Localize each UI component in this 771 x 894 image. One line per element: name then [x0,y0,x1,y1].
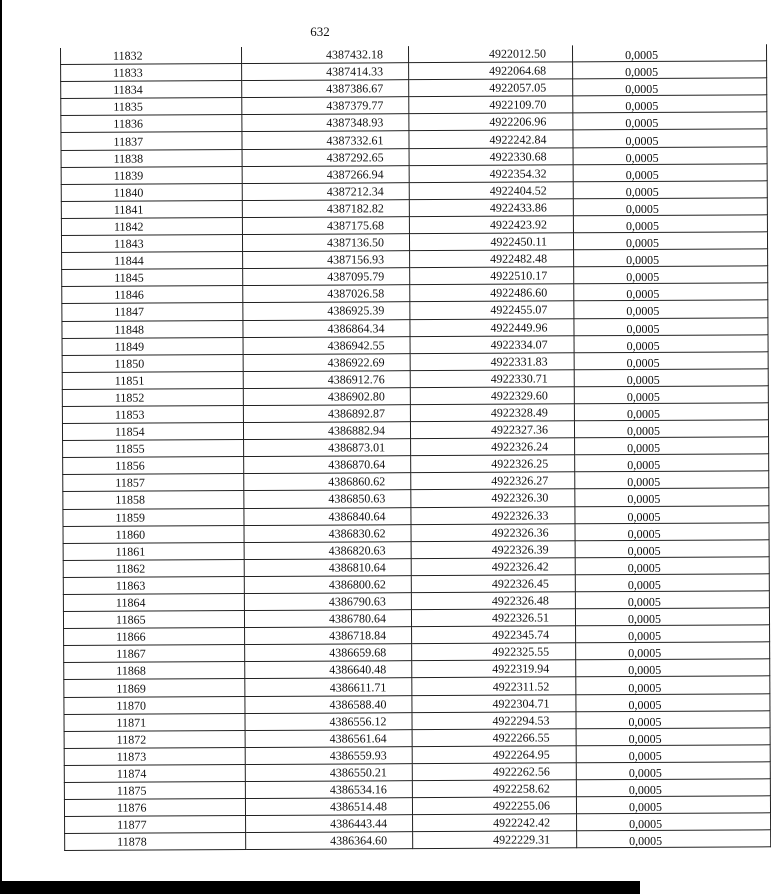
y-coordinate-cell: 4922449.96 [410,318,574,336]
table-row [61,163,767,184]
table-row [62,283,768,304]
point-number-cell: 11838 [61,149,242,167]
x-coordinate-cell: 4386860.62 [244,473,411,491]
table-row [61,232,767,253]
point-number-cell: 11872 [64,730,245,748]
x-coordinate-cell: 4387432.18 [241,46,408,63]
table-row [63,557,769,578]
y-coordinate-cell: 4922326.45 [411,575,575,593]
y-coordinate-cell: 4922330.68 [409,147,573,165]
x-coordinate-cell: 4386942.55 [243,336,410,354]
x-coordinate-cell: 4386912.76 [243,370,410,388]
x-coordinate-cell: 4387292.65 [242,148,409,166]
table-row [62,300,768,321]
y-coordinate-cell: 4922345.74 [412,626,576,644]
scan-bottom-border [0,881,640,894]
x-coordinate-cell: 4386611.71 [245,678,412,696]
table-row [61,146,767,167]
table-row [64,779,770,800]
y-coordinate-cell: 4922450.11 [409,233,573,251]
table-row [63,505,769,526]
x-coordinate-cell: 4386659.68 [245,644,412,662]
point-number-cell: 11832 [60,47,241,65]
x-coordinate-cell: 4387136.50 [242,234,409,252]
y-coordinate-cell: 4922326.48 [411,592,575,610]
scan-left-border [0,0,2,894]
tolerance-cell: 0,0005 [576,781,770,799]
table-row [63,608,769,629]
tolerance-cell: 0,0005 [576,764,770,782]
tolerance-cell: 0,0005 [574,268,768,286]
point-number-cell: 11870 [64,696,245,714]
x-coordinate-cell: 4387332.61 [242,131,409,149]
table-row [62,249,768,270]
table-row [62,317,768,338]
point-number-cell: 11861 [63,542,244,560]
table-row [60,44,766,64]
y-coordinate-cell: 4922486.60 [410,284,574,302]
tolerance-cell: 0,0005 [573,217,767,235]
table-row [64,642,770,663]
tolerance-cell: 0,0005 [575,576,769,594]
y-coordinate-cell: 4922423.92 [409,216,573,234]
point-number-cell: 11854 [62,423,243,441]
y-coordinate-cell: 4922264.95 [412,746,576,764]
y-coordinate-cell: 4922311.52 [412,677,576,695]
point-number-cell: 11855 [63,440,244,458]
point-number-cell: 11856 [63,457,244,475]
table-row [62,369,768,390]
table-row [64,762,770,783]
y-coordinate-cell: 4922258.62 [412,780,576,798]
x-coordinate-cell: 4386559.93 [245,747,412,765]
x-coordinate-cell: 4387386.67 [242,80,409,98]
table-row [61,181,767,202]
tolerance-cell: 0,0005 [573,114,767,132]
table-row [64,659,770,680]
x-coordinate-cell: 4387095.79 [243,268,410,286]
table-row [64,676,770,697]
y-coordinate-cell: 4922255.06 [412,797,576,815]
x-coordinate-cell: 4386830.62 [244,524,411,542]
x-coordinate-cell: 4386718.84 [245,627,412,645]
point-number-cell: 11847 [62,303,243,321]
y-coordinate-cell: 4922266.55 [412,729,576,747]
tolerance-cell: 0,0005 [574,405,768,423]
x-coordinate-cell: 4386870.64 [244,456,411,474]
point-number-cell: 11844 [62,252,243,270]
x-coordinate-cell: 4387182.82 [242,200,409,218]
tolerance-cell: 0,0005 [576,747,770,765]
y-coordinate-cell: 4922109.70 [409,96,573,114]
y-coordinate-cell: 4922331.83 [410,352,574,370]
table-row [62,386,768,407]
x-coordinate-cell: 4386892.87 [243,405,410,423]
table-row [64,625,770,646]
tolerance-cell: 0,0005 [573,165,767,183]
tolerance-cell: 0,0005 [573,97,767,115]
tolerance-cell: 0,0005 [574,371,768,389]
y-coordinate-cell: 4922326.30 [411,489,575,507]
table-row [63,522,769,543]
x-coordinate-cell: 4387379.77 [242,97,409,115]
y-coordinate-cell: 4922404.52 [409,182,573,200]
table-row [63,437,769,458]
table-row [63,574,769,595]
tolerance-cell: 0,0005 [577,832,771,850]
tolerance-cell: 0,0005 [575,542,769,560]
x-coordinate-cell: 4386840.64 [244,507,411,525]
point-number-cell: 11875 [64,782,245,800]
tolerance-cell: 0,0005 [575,490,769,508]
y-coordinate-cell: 4922242.84 [409,130,573,148]
table-row [64,728,770,749]
y-coordinate-cell: 4922326.39 [411,541,575,559]
point-number-cell: 11850 [62,354,243,372]
y-coordinate-cell: 4922326.27 [411,472,575,490]
tolerance-cell: 0,0005 [573,183,767,201]
point-number-cell: 11869 [64,679,245,697]
tolerance-cell: 0,0005 [574,388,768,406]
x-coordinate-cell: 4386810.64 [244,558,411,576]
tolerance-cell: 0,0005 [574,319,768,337]
tolerance-cell: 0,0005 [573,80,767,98]
y-coordinate-cell: 4922229.31 [413,831,577,849]
tolerance-cell: 0,0005 [575,439,769,457]
x-coordinate-cell: 4387266.94 [242,165,409,183]
tolerance-cell: 0,0005 [575,456,769,474]
table-row [63,454,769,475]
tolerance-cell: 0,0005 [574,251,768,269]
table-row [62,403,768,424]
point-number-cell: 11874 [64,764,245,782]
point-number-cell: 11876 [64,799,245,817]
point-number-cell: 11878 [65,833,246,851]
x-coordinate-cell: 4386922.69 [243,353,410,371]
point-number-cell: 11840 [61,183,242,201]
y-coordinate-cell: 4922433.86 [409,199,573,217]
tolerance-cell: 0,0005 [576,712,770,730]
tolerance-cell: 0,0005 [575,473,769,491]
tolerance-cell: 0,0005 [575,559,769,577]
point-number-cell: 11866 [64,628,245,646]
tolerance-cell: 0,0005 [574,285,768,303]
tolerance-cell: 0,0005 [576,730,770,748]
tolerance-cell: 0,0005 [573,63,767,81]
tolerance-cell: 0,0005 [574,336,768,354]
point-number-cell: 11849 [62,337,243,355]
table-row [62,420,768,441]
y-coordinate-cell: 4922326.36 [411,523,575,541]
table-row [65,813,771,834]
x-coordinate-cell: 4386800.62 [244,576,411,594]
x-coordinate-cell: 4387156.93 [243,251,410,269]
x-coordinate-cell: 4386561.64 [245,729,412,747]
table-row [64,796,770,817]
tolerance-cell: 0,0005 [573,131,767,149]
x-coordinate-cell: 4386873.01 [244,439,411,457]
y-coordinate-cell: 4922325.55 [412,643,576,661]
point-number-cell: 11865 [63,611,244,629]
y-coordinate-cell: 4922326.42 [411,558,575,576]
table-row [63,591,769,612]
tolerance-cell: 0,0005 [576,678,770,696]
y-coordinate-cell: 4922206.96 [409,113,573,131]
y-coordinate-cell: 4922327.36 [410,421,574,439]
tolerance-cell: 0,0005 [575,524,769,542]
tolerance-cell: 0,0005 [576,644,770,662]
y-coordinate-cell: 4922326.33 [411,506,575,524]
point-number-cell: 11853 [62,406,243,424]
point-number-cell: 11873 [64,747,245,765]
tolerance-cell: 0,0005 [576,798,770,816]
table-row [62,266,768,287]
point-number-cell: 11842 [61,217,242,235]
x-coordinate-cell: 4387175.68 [242,217,409,235]
x-coordinate-cell: 4387026.58 [243,285,410,303]
tolerance-cell: 0,0005 [577,815,771,833]
y-coordinate-cell: 4922354.32 [409,164,573,182]
point-number-cell: 11845 [62,269,243,287]
tolerance-cell: 0,0005 [576,627,770,645]
x-coordinate-cell: 4386588.40 [245,695,412,713]
y-coordinate-cell: 4922319.94 [412,660,576,678]
point-number-cell: 11863 [63,576,244,594]
x-coordinate-cell: 4386514.48 [245,798,412,816]
y-coordinate-cell: 4922262.56 [412,763,576,781]
point-number-cell: 11835 [61,98,242,116]
tolerance-cell: 0,0005 [574,302,768,320]
point-number-cell: 11877 [65,816,246,834]
x-coordinate-cell: 4386902.80 [243,388,410,406]
x-coordinate-cell: 4386550.21 [245,764,412,782]
tolerance-cell: 0,0005 [575,593,769,611]
table-row [61,198,767,219]
point-number-cell: 11836 [61,115,242,133]
point-number-cell: 11833 [61,64,242,82]
point-number-cell: 11860 [63,525,244,543]
tolerance-cell: 0,0005 [574,422,768,440]
table-row [61,95,767,116]
tolerance-cell: 0,0005 [573,46,767,64]
point-number-cell: 11852 [62,388,243,406]
point-number-cell: 11848 [62,320,243,338]
coordinate-table [60,44,771,851]
point-number-cell: 11864 [63,594,244,612]
point-number-cell: 11857 [63,474,244,492]
x-coordinate-cell: 4386780.64 [244,610,411,628]
y-coordinate-cell: 4922329.60 [410,387,574,405]
x-coordinate-cell: 4386790.63 [244,593,411,611]
point-number-cell: 11858 [63,491,244,509]
tolerance-cell: 0,0005 [573,148,767,166]
x-coordinate-cell: 4386556.12 [245,712,412,730]
point-number-cell: 11867 [64,645,245,663]
point-number-cell: 11868 [64,662,245,680]
table-row [62,351,768,372]
point-number-cell: 11834 [61,81,242,99]
point-number-cell: 11839 [61,166,242,184]
y-coordinate-cell: 4922510.17 [410,267,574,285]
point-number-cell: 11846 [62,286,243,304]
table-row [63,540,769,561]
table-row [63,488,769,509]
table-row [61,78,767,99]
coordinate-table-body [60,44,770,851]
table-row [65,830,771,851]
x-coordinate-cell: 4386864.34 [243,319,410,337]
y-coordinate-cell: 4922326.24 [411,438,575,456]
point-number-cell: 11843 [61,235,242,253]
table-row [61,112,767,133]
tolerance-cell: 0,0005 [573,200,767,218]
y-coordinate-cell: 4922326.25 [411,455,575,473]
table-row [61,129,767,150]
x-coordinate-cell: 4386534.16 [245,781,412,799]
y-coordinate-cell: 4922328.49 [410,404,574,422]
page-number: 632 [310,24,330,39]
point-number-cell: 11851 [62,371,243,389]
tolerance-cell: 0,0005 [574,353,768,371]
tolerance-cell: 0,0005 [576,661,770,679]
point-number-cell: 11841 [61,200,242,218]
y-coordinate-cell: 4922294.53 [412,711,576,729]
table-row [63,471,769,492]
y-coordinate-cell: 4922334.07 [410,335,574,353]
x-coordinate-cell: 4386882.94 [243,422,410,440]
table-row [61,61,767,82]
point-number-cell: 11859 [63,508,244,526]
x-coordinate-cell: 4386925.39 [243,302,410,320]
tolerance-cell: 0,0005 [576,695,770,713]
y-coordinate-cell: 4922064.68 [409,62,573,80]
x-coordinate-cell: 4386364.60 [246,832,413,850]
table-row [62,334,768,355]
y-coordinate-cell: 4922242.42 [413,814,577,832]
table-row [64,745,770,766]
y-coordinate-cell: 4922326.51 [411,609,575,627]
x-coordinate-cell: 4387414.33 [242,63,409,81]
tolerance-cell: 0,0005 [573,234,767,252]
x-coordinate-cell: 4386850.63 [244,490,411,508]
x-coordinate-cell: 4387212.34 [242,182,409,200]
y-coordinate-cell: 4922482.48 [410,250,574,268]
tolerance-cell: 0,0005 [575,507,769,525]
y-coordinate-cell: 4922057.05 [409,79,573,97]
tolerance-cell: 0,0005 [575,610,769,628]
y-coordinate-cell: 4922012.50 [408,45,572,62]
x-coordinate-cell: 4386820.63 [244,541,411,559]
y-coordinate-cell: 4922304.71 [412,694,576,712]
point-number-cell: 11862 [63,559,244,577]
table-row [64,710,770,731]
y-coordinate-cell: 4922455.07 [410,301,574,319]
point-number-cell: 11871 [64,713,245,731]
table-row [61,215,767,236]
x-coordinate-cell: 4386443.44 [246,815,413,833]
point-number-cell: 11837 [61,132,242,150]
y-coordinate-cell: 4922330.71 [410,370,574,388]
table-row [64,693,770,714]
x-coordinate-cell: 4387348.93 [242,114,409,132]
x-coordinate-cell: 4386640.48 [245,661,412,679]
